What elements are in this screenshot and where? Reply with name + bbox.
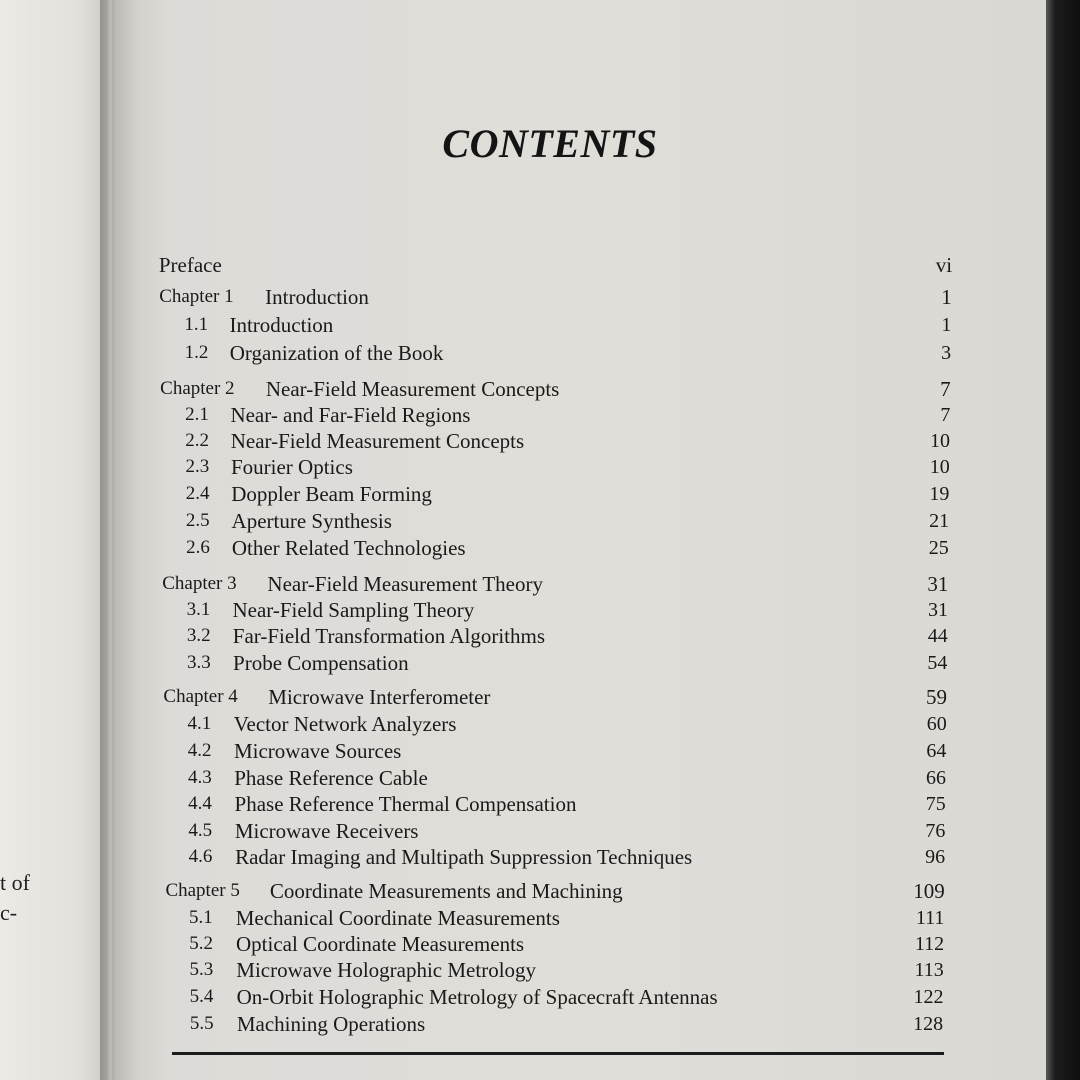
toc-entry-title: Organization of the Book	[229, 341, 444, 365]
toc-chapter-entry	[160, 376, 950, 402]
toc-entry-title: Probe Compensation	[233, 651, 409, 675]
contents-heading: CONTENTS	[442, 121, 658, 166]
toc-section-entry	[186, 481, 950, 507]
toc-chapter-entry	[165, 878, 950, 904]
toc-section-entry	[188, 765, 950, 791]
toc-entry-page-number: 7	[940, 377, 951, 401]
toc-section-entry	[187, 650, 950, 676]
toc-entry-page-number: 54	[927, 652, 948, 674]
toc-section-entry	[188, 791, 950, 817]
toc-entry-title: Machining Operations	[236, 1012, 426, 1036]
toc-section-entry	[188, 738, 950, 764]
toc-section-entry	[189, 957, 950, 983]
toc-section-entry	[184, 312, 950, 338]
toc-entry-number: 5.1	[189, 907, 213, 928]
toc-section-entry	[188, 818, 950, 844]
toc-entry-number: 4.3	[187, 767, 212, 788]
toc-entry-number: 1.1	[184, 314, 209, 335]
toc-section-entry	[185, 428, 950, 454]
toc-entry-number: 3.3	[187, 652, 211, 673]
toc-entry-number: 4.2	[187, 740, 212, 761]
toc-entry-page-number: 1	[941, 285, 952, 309]
toc-entry-page-number: 111	[915, 907, 945, 929]
toc-entry-number: 5.2	[189, 933, 213, 954]
toc-front-entry	[158, 252, 953, 278]
toc-entry-page-number: 25	[928, 537, 949, 559]
toc-section-entry	[190, 984, 950, 1010]
toc-entry-page-number: 31	[927, 572, 949, 596]
toc-entry-title: Vector Network Analyzers	[233, 712, 457, 736]
toc-entry-title: Introduction	[229, 313, 334, 337]
toc-entry-title: Aperture Synthesis	[231, 509, 392, 533]
toc-section-entry	[185, 402, 950, 428]
toc-entry-title: Radar Imaging and Multipath Suppression Techniques	[235, 845, 693, 869]
toc-entry-number: Chapter 3	[162, 573, 237, 594]
toc-entry-page-number: vi	[935, 253, 953, 277]
toc-entry-page-number: 122	[913, 986, 944, 1008]
toc-entry-title: Far-Field Transformation Algorithms	[232, 624, 546, 648]
toc-entry-number: 2.2	[185, 430, 210, 451]
toc-entry-number: 5.3	[189, 959, 214, 980]
toc-entry-page-number: 64	[926, 740, 947, 762]
toc-entry-number: Chapter 5	[165, 880, 240, 901]
toc-entry-title: Microwave Receivers	[234, 819, 419, 843]
toc-entry-number: 4.6	[188, 846, 213, 867]
toc-entry-title: Mechanical Coordinate Measurements	[235, 906, 560, 930]
toc-entry-title: Microwave Sources	[233, 739, 402, 763]
toc-entry-title: Coordinate Measurements and Machining	[269, 879, 623, 903]
toc-entry-page-number: 76	[925, 820, 946, 842]
toc-entry-page-number: 19	[929, 483, 950, 505]
toc-chapter-entry	[162, 571, 950, 597]
left-fragment-line: t of	[0, 870, 30, 895]
left-fragment-line: c-	[0, 900, 18, 925]
toc-section-entry	[185, 340, 950, 366]
toc-entry-number: 5.5	[189, 1013, 214, 1034]
toc-entry-title: Optical Coordinate Measurements	[236, 932, 525, 956]
toc-entry-number: 2.3	[185, 456, 210, 477]
bottom-rule	[172, 1052, 944, 1055]
toc-entry-page-number: 75	[925, 793, 946, 815]
toc-section-entry	[190, 1011, 950, 1037]
toc-entry-title: Phase Reference Thermal Compensation	[234, 792, 577, 816]
toc-entry-number: 4.4	[188, 793, 212, 814]
toc-section-entry	[186, 508, 950, 534]
toc-entry-number: 3.2	[186, 625, 211, 646]
toc-section-entry	[187, 597, 950, 623]
toc-entry-title: On-Orbit Holographic Metrology of Spacecraft Antennas	[236, 985, 718, 1009]
toc-entry-title: Other Related Technologies	[231, 536, 466, 560]
toc-entry-page-number: 109	[913, 879, 945, 903]
toc-section-entry	[189, 931, 950, 957]
toc-entry-page-number: 60	[926, 713, 947, 735]
toc-entry-page-number: 10	[930, 430, 951, 452]
toc-section-entry	[189, 844, 950, 870]
toc-entry-page-number: 113	[914, 959, 944, 981]
toc-entry-number: 2.6	[186, 537, 210, 558]
toc-entry-number: 2.1	[185, 404, 209, 425]
toc-entry-page-number: 21	[929, 510, 950, 532]
toc-entry-title: Microwave Interferometer	[268, 685, 491, 709]
toc-entry-page-number: 10	[929, 456, 950, 478]
toc-entry-page-number: 96	[925, 846, 946, 868]
toc-entry-page-number: 112	[914, 933, 945, 955]
toc-entry-number: 4.1	[187, 713, 212, 734]
toc-chapter-entry	[159, 284, 950, 310]
toc-entry-title: Fourier Optics	[230, 455, 353, 479]
toc-entry-title: Microwave Holographic Metrology	[236, 958, 537, 982]
toc-chapter-entry	[163, 684, 950, 710]
toc-entry-number: Chapter 1	[159, 286, 234, 307]
toc-entry-number: Chapter 2	[160, 378, 235, 399]
toc-entry-title: Doppler Beam Forming	[231, 482, 432, 506]
toc-entry-number: 2.4	[185, 483, 210, 504]
toc-entry-page-number: 7	[940, 404, 951, 426]
toc-entry-number: 4.5	[188, 820, 213, 841]
toc-entry-page-number: 59	[926, 685, 948, 709]
toc-entry-number: 1.2	[184, 342, 209, 363]
toc-entry-title: Near- and Far-Field Regions	[230, 403, 471, 427]
toc-section-entry	[188, 711, 950, 737]
toc-entry-title: Near-Field Measurement Concepts	[265, 377, 560, 401]
toc-entry-number: Chapter 4	[163, 686, 238, 707]
toc-entry-number: 2.5	[185, 510, 210, 531]
toc-section-entry	[189, 905, 950, 931]
toc-entry-page-number: 3	[941, 342, 952, 364]
toc-entry-title: Near-Field Measurement Theory	[267, 572, 544, 596]
toc-entry-title: Preface	[158, 253, 222, 277]
toc-entry-page-number: 31	[928, 599, 949, 621]
toc-entry-number: 3.1	[186, 599, 211, 620]
toc-section-entry	[187, 623, 950, 649]
toc-entry-title: Near-Field Measurement Concepts	[230, 429, 525, 453]
toc-entry-title: Introduction	[265, 285, 369, 309]
toc-entry-page-number: 128	[913, 1013, 944, 1035]
toc-entry-page-number: 66	[926, 767, 947, 789]
toc-entry-number: 5.4	[189, 986, 214, 1007]
toc-entry-title: Near-Field Sampling Theory	[232, 598, 475, 622]
toc-entry-page-number: 44	[927, 625, 948, 647]
toc-entry-page-number: 1	[941, 314, 952, 336]
toc-section-entry	[185, 454, 950, 480]
toc-section-entry	[186, 535, 950, 561]
toc-entry-title: Phase Reference Cable	[234, 766, 428, 790]
